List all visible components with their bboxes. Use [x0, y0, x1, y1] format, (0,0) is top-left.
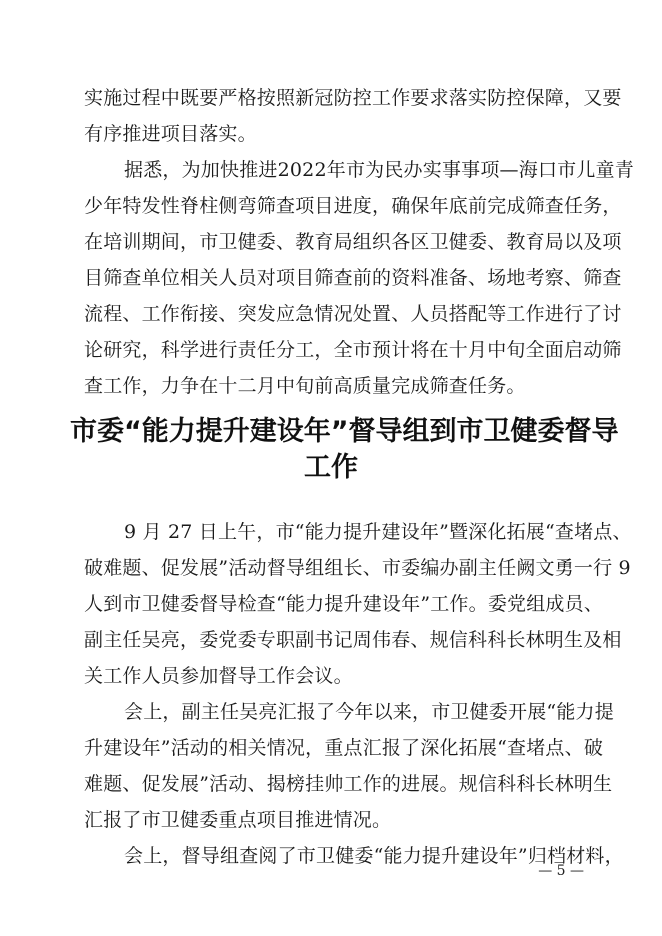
para3-line-2: 破难题、促发展”活动督导组组长、市委编办副主任阙文勇一行 9 [84, 557, 631, 579]
para3-line-5: 关工作人员参加督导工作会议。 [84, 665, 353, 687]
para2-line-6: 论研究，科学进行责任分工，全市预计将在十月中旬全面启动筛 [84, 339, 622, 361]
para2-line-2: 少年特发性脊柱侧弯筛查项目进度，确保年底前完成筛查任务， [84, 195, 622, 217]
para3-line-1: 9 月 27 日上午，市“能力提升建设年”暨深化拓展“查堵点、 [124, 521, 632, 543]
para3-line-3: 人到市卫健委督导检查“能力提升建设年”工作。委党组成员、 [84, 593, 604, 615]
para2-line-4: 目筛查单位相关人员对项目筛查前的资料准备、场地考察、筛查 [84, 267, 622, 289]
para1-line-1: 实施过程中既要严格按照新冠防控工作要求落实防控保障，又要 [84, 87, 622, 109]
para1-line-2: 有序推进项目落实。 [84, 123, 257, 145]
para2-line-3: 在培训期间，市卫健委、教育局组织各区卫健委、教育局以及项 [84, 231, 622, 253]
para3-line-4: 副主任吴亮，委党委专职副书记周伟春、规信科科长林明生及相 [84, 629, 622, 651]
para4-line-2: 升建设年”活动的相关情况，重点汇报了深化拓展“查堵点、破 [84, 737, 604, 759]
para2-line-1: 据悉，为加快推进2022年市为民办实事事项—海口市儿童青 [124, 159, 634, 181]
page-number: — 5 — [538, 863, 584, 879]
para2-line-7: 查工作，力争在十二月中旬前高质量完成筛查任务。 [84, 375, 526, 397]
section-heading-line-2: 工作 [304, 452, 358, 483]
para4-line-3: 难题、促发展”活动、揭榜挂帅工作的进展。规信科科长林明生 [84, 773, 613, 795]
para4-line-1: 会上，副主任吴亮汇报了今年以来，市卫健委开展“能力提 [124, 701, 614, 723]
para4-line-4: 汇报了市卫健委重点项目推进情况。 [84, 809, 392, 831]
section-heading-line-1: 市委“能力提升建设年”督导组到市卫健委督导 [70, 416, 619, 447]
para2-line-5: 流程、工作衔接、突发应急情况处置、人员搭配等工作进行了讨 [84, 303, 622, 325]
para5-line-1: 会上，督导组查阅了市卫健委“能力提升建设年”归档材料， [124, 845, 624, 867]
